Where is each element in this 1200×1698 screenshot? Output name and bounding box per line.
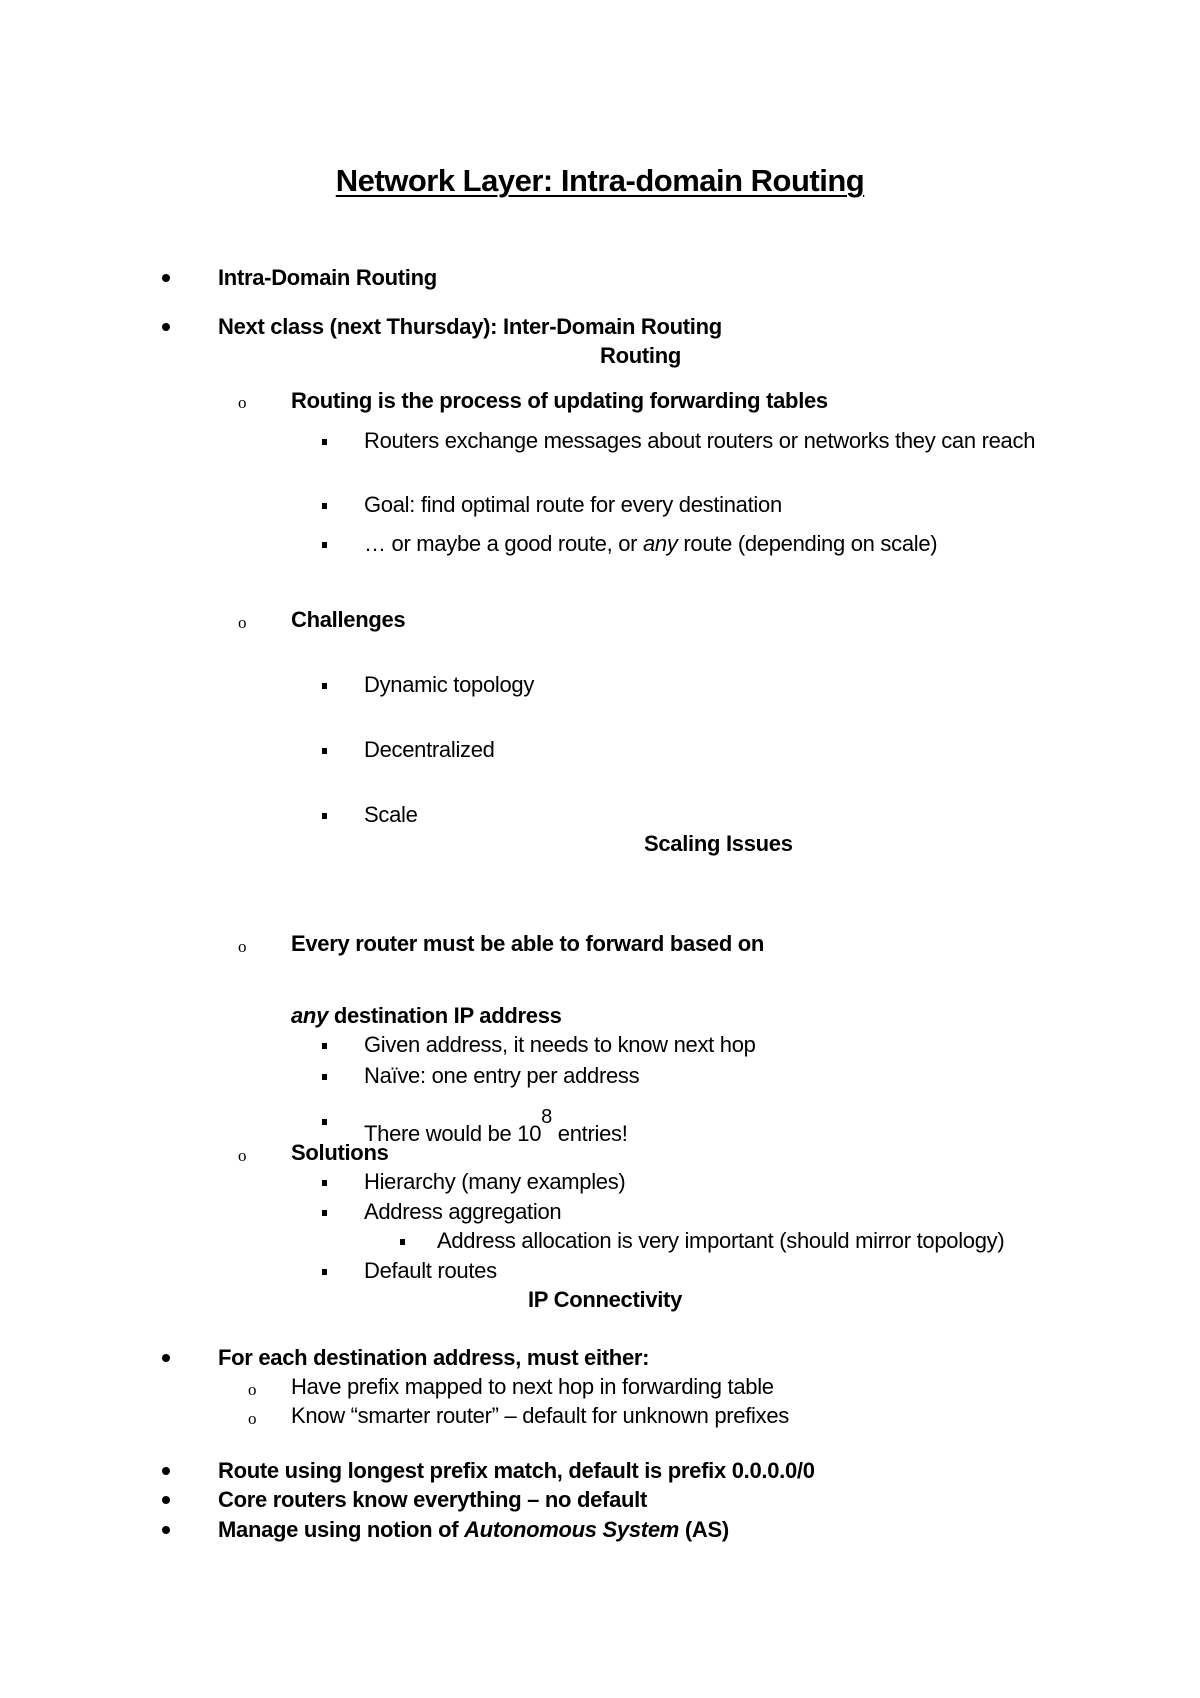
heading-routing: Routing <box>600 343 681 368</box>
square-bullet-icon <box>322 503 327 509</box>
circle-bullet-icon: o <box>238 393 247 412</box>
have-prefix: Have prefix mapped to next hop in forwarding table <box>291 1374 774 1399</box>
circle-bullet-icon: o <box>238 1146 247 1165</box>
route-longest-prefix: Route using longest prefix match, default is prefix 0.0.0.0/0 <box>218 1458 815 1483</box>
maybe-any: any <box>642 531 678 556</box>
naive-entry: Naïve: one entry per address <box>364 1063 640 1088</box>
manage-prefix: Manage using notion of <box>218 1517 465 1542</box>
bullet-icon <box>162 323 170 331</box>
routing-process: Routing is the process of updating forwarding tables <box>291 388 828 413</box>
heading-scaling-issues: Scaling Issues <box>644 831 793 856</box>
dynamic-topology: Dynamic topology <box>364 672 535 697</box>
solutions: Solutions <box>291 1140 389 1165</box>
maybe-suffix: route (depending on scale) <box>677 531 938 556</box>
would-be-prefix: There would be 10 <box>364 1121 542 1146</box>
address-aggregation: Address aggregation <box>364 1199 562 1224</box>
goal-text: Goal: find optimal route for every destination <box>364 492 782 517</box>
square-bullet-icon <box>322 439 327 445</box>
any-word: any <box>291 1003 329 1028</box>
bullet-icon <box>162 1496 170 1504</box>
every-router: Every router must be able to forward based on <box>291 931 765 956</box>
exponent: 8 <box>541 1106 552 1128</box>
circle-bullet-icon: o <box>238 613 247 632</box>
circle-bullet-icon: o <box>248 1380 257 1399</box>
circle-bullet-icon: o <box>248 1409 257 1428</box>
for-each-destination: For each destination address, must either: <box>218 1345 650 1370</box>
item-intra-domain: Intra-Domain Routing <box>218 265 437 290</box>
square-bullet-icon <box>322 1210 327 1216</box>
bullet-icon <box>162 1467 170 1475</box>
square-bullet-icon <box>322 1269 327 1275</box>
core-routers: Core routers know everything – no default <box>218 1487 648 1512</box>
page-title: Network Layer: Intra-domain Routing <box>335 163 865 198</box>
maybe-prefix: … or maybe a good route, or <box>364 531 643 556</box>
square-bullet-icon <box>322 1180 327 1186</box>
heading-ip-connectivity: IP Connectivity <box>528 1287 683 1312</box>
item-next-class: Next class (next Thursday): Inter-Domain Routing <box>218 314 722 339</box>
destination-ip: destination IP address <box>328 1003 562 1028</box>
bullet-icon <box>162 1354 170 1362</box>
would-be-entries <box>364 1107 628 1148</box>
maybe-good-route <box>364 530 937 558</box>
manage-suffix: (AS) <box>679 1517 729 1542</box>
challenges: Challenges <box>291 607 406 632</box>
know-smarter-router: Know “smarter router” – default for unknown prefixes <box>291 1403 789 1428</box>
circle-bullet-icon: o <box>238 937 247 956</box>
scale: Scale <box>364 802 418 827</box>
square-bullet-icon <box>322 1074 327 1080</box>
hierarchy: Hierarchy (many examples) <box>364 1169 626 1194</box>
square-bullet-icon <box>322 542 327 548</box>
default-routes: Default routes <box>364 1258 497 1283</box>
square-bullet-icon <box>322 813 327 819</box>
square-bullet-icon <box>322 683 327 689</box>
any-destination <box>291 1002 562 1030</box>
square-bullet-icon <box>400 1239 405 1245</box>
address-allocation: Address allocation is very important (should mirror topology) <box>437 1228 1005 1253</box>
bullet-icon <box>162 274 170 282</box>
square-bullet-icon <box>322 1043 327 1049</box>
would-be-suffix: entries! <box>551 1121 628 1146</box>
square-bullet-icon <box>322 1119 327 1125</box>
decentralized: Decentralized <box>364 737 495 762</box>
bullet-icon <box>162 1526 170 1534</box>
manage-autonomous-system <box>218 1516 729 1544</box>
manage-italic: Autonomous System <box>464 1517 680 1542</box>
given-address: Given address, it needs to know next hop <box>364 1032 756 1057</box>
routers-exchange: Routers exchange messages about routers or networks they can reach <box>364 428 1036 453</box>
square-bullet-icon <box>322 748 327 754</box>
